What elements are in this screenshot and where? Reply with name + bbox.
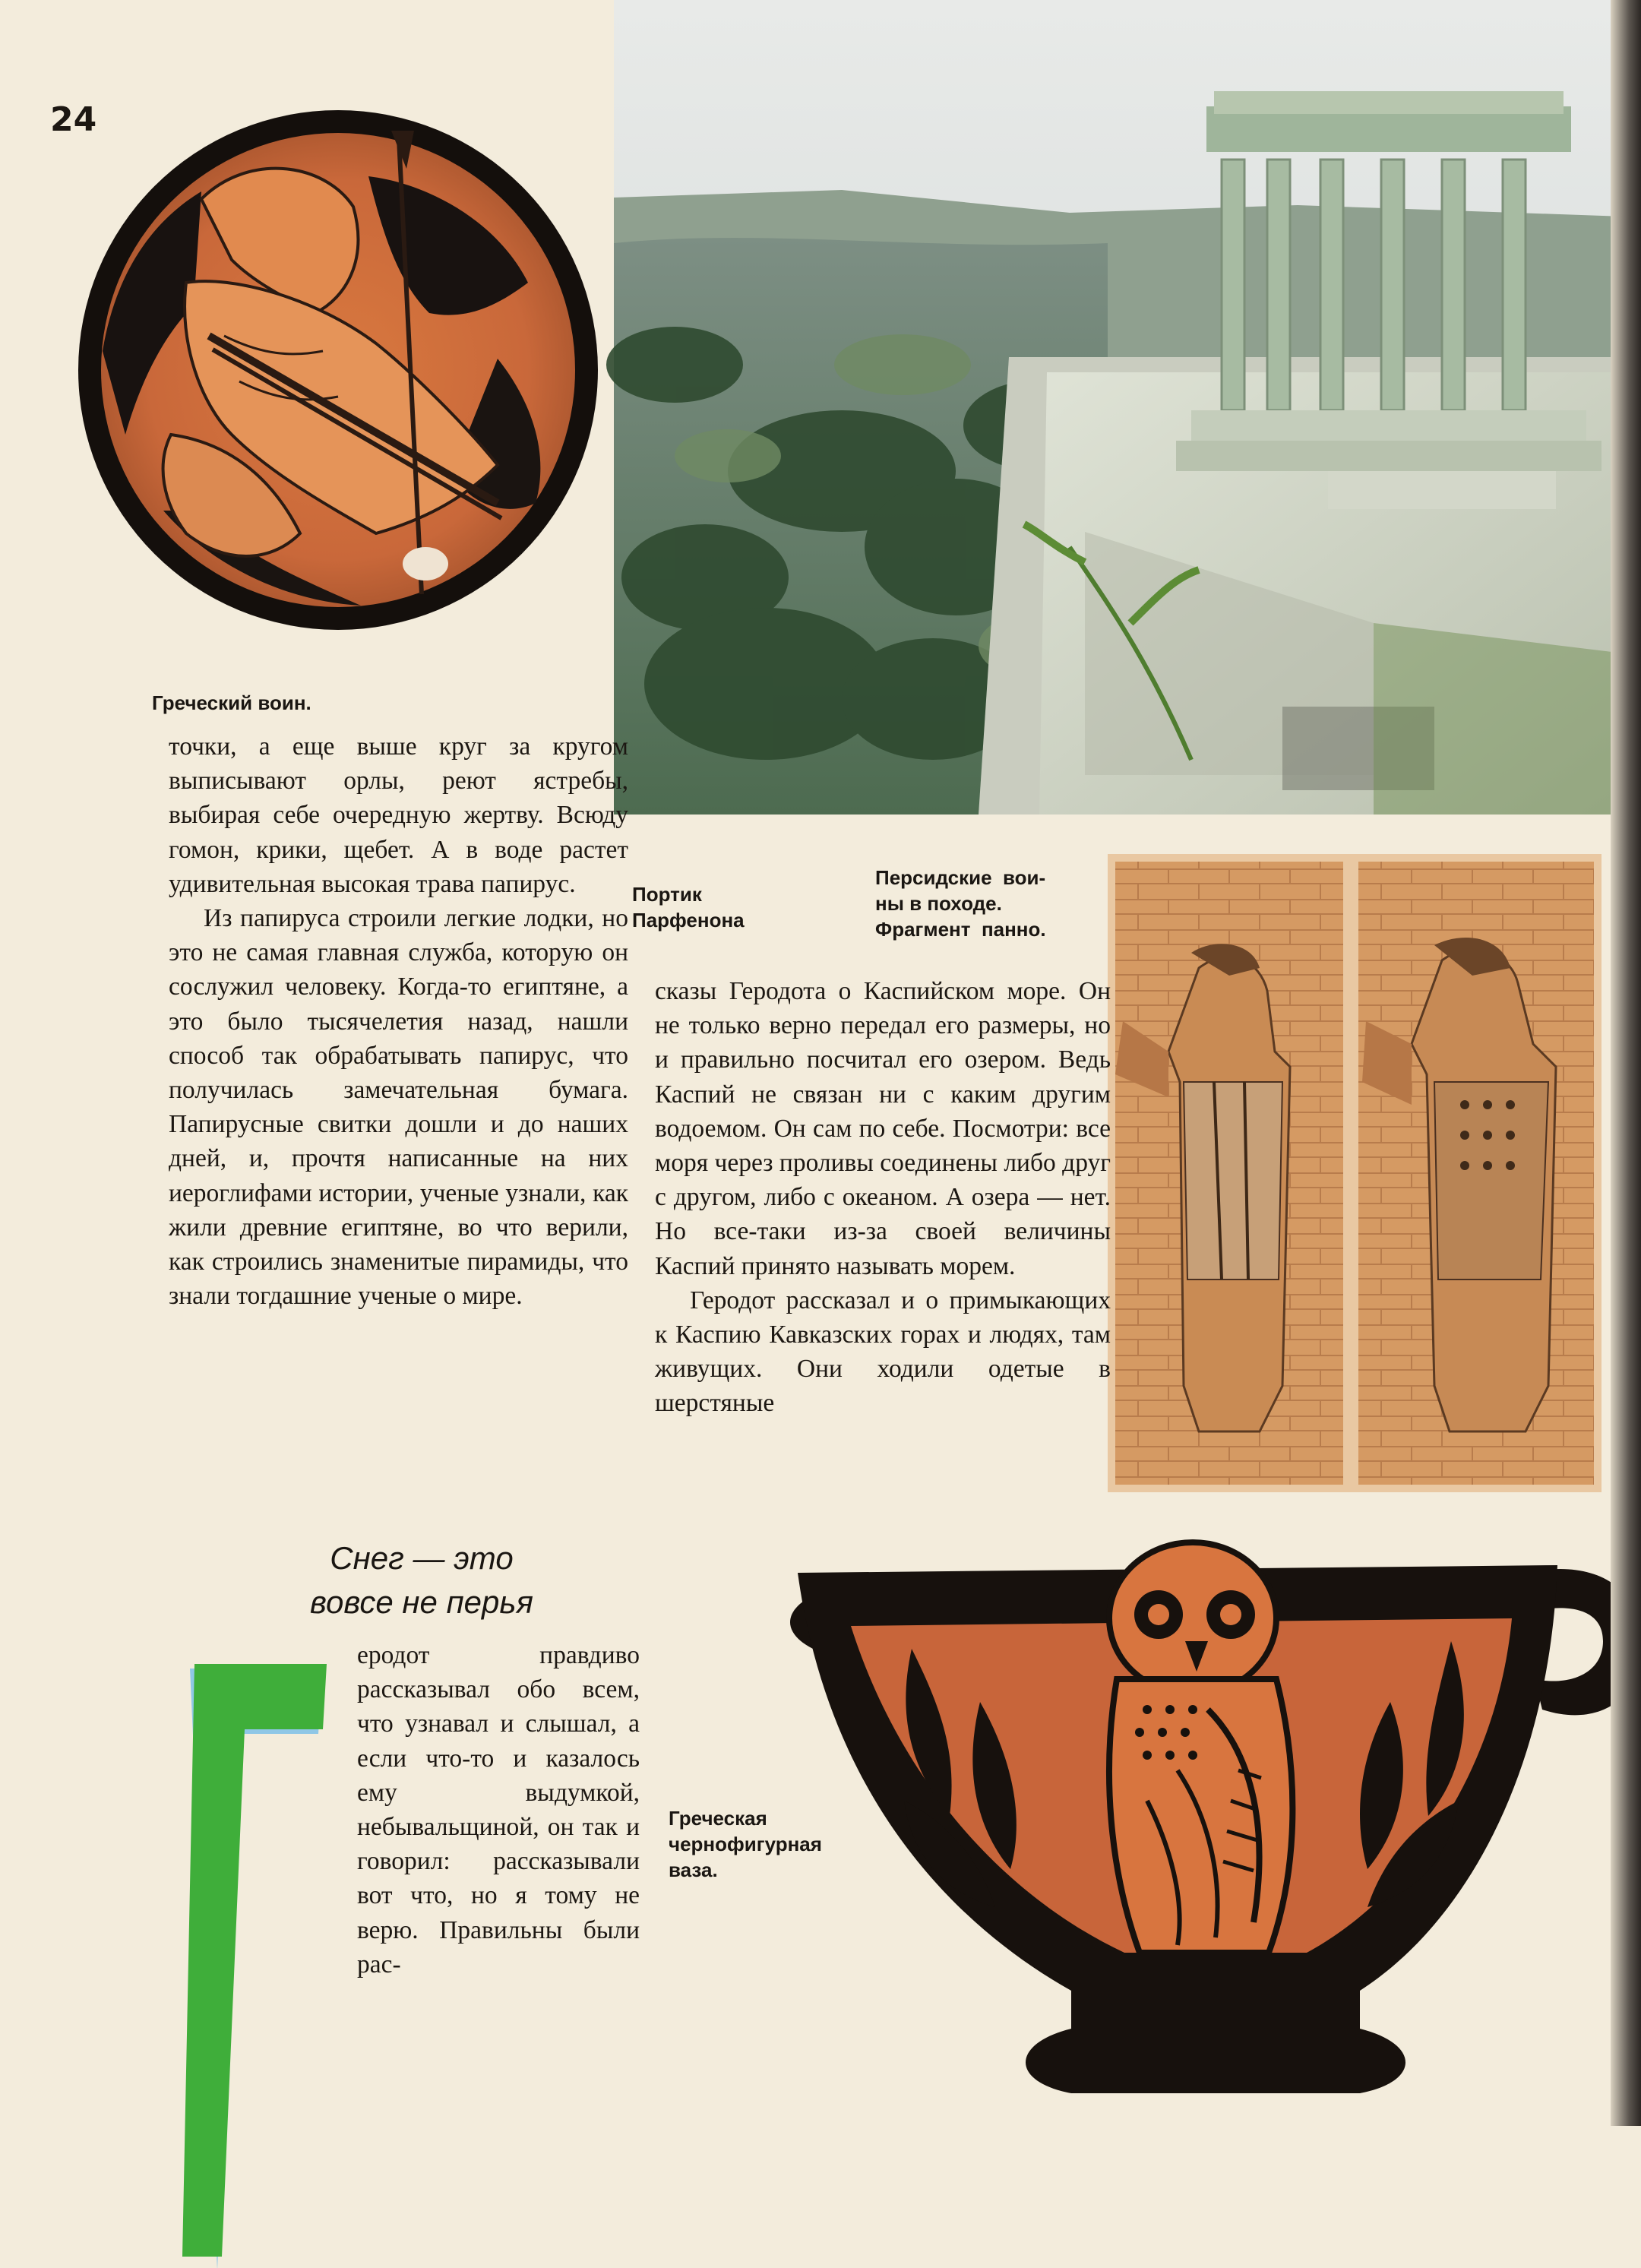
warrior-plate-image [72,108,604,632]
left-paragraph-2: Из папируса строили легкие лодки, но это не самая главная служба, которую он сослужил человеку. Когда-то египтяне, а это было тысячелетия назад, нашли способ так обрабатывать папирус, что получилась замечательная бумага. Папирусные свитки дошли и до наших дней, и, прочтя написанные на них иероглифами истории, ученые узнали, как жили древние египтяне, во что верили, как строились знаменитые пирамиды, что знали тогдашние ученые о мире. [169,904,628,1311]
caption-persian-line2: ны в походе. [875,892,1002,915]
caption-vase-line3: ваза. [669,1858,718,1881]
section-heading-line1: Снег — это [330,1540,514,1576]
acropolis-photo [614,0,1624,815]
left-bottom-text-continued [169,1845,640,1951]
middle-paragraph-2: Геродот рассказал и о примыкающих к Каспию Кавказских горах и людях, там живущих. Они ходили одетые в шерстяные [655,1286,1111,1418]
left-bottom-text: еродот правдиво рассказывал обо всем, что узнавал и слышал, а если что-то и казалось ему выдумкой, небывальщиной, он так и говорил: рассказывали вот что, но я тому не верю. Правильны были рас- [357,1641,640,1979]
middle-paragraph-1: сказы Геродота о Каспийском море. Он не только верно передал его размеры, но и правильно посчитал его озером. Ведь Каспий не связан ни с каким другим водоемом. Он сам по себе. Посмотри: все моря через проливы соединены либо друг с другом, либо с океаном. А озера — нет. Но все-таки из-за своей величины Каспий принято называть морем. [655,977,1111,1280]
warrior-plate-icon [72,108,604,632]
caption-persian [875,865,1096,942]
caption-parthenon-line2: Парфенона [632,909,745,932]
acropolis-photo-icon [614,0,1624,815]
caption-parthenon [632,881,745,933]
section-heading [228,1536,615,1624]
left-column-text [169,729,628,1313]
section-heading-line2: вовсе не перья [310,1584,533,1620]
caption-parthenon-line1: Портик [632,883,702,906]
persian-warriors-panel-icon [1108,854,1601,1492]
middle-column-text [655,974,1111,1421]
dropcap-letter [175,1656,334,2264]
caption-persian-line1: Персидские вои- [875,866,1046,889]
left-paragraph-1: точки, а еще выше круг за кругом выписывают орлы, реют ястребы, выбирая себе очередную жертву. Всюду гомон, крики, щебет. А в воде растет удивительная высокая трава папирус. [169,732,628,898]
owl-vase-image [783,1527,1641,2105]
page-number: 24 [50,100,97,139]
caption-persian-line3: Фрагмент панно. [875,918,1046,941]
dropcap-g-icon [175,1656,334,2264]
caption-vase-line2: чернофигурная [669,1833,822,1855]
page-edge-shadow [1611,0,1641,2126]
owl-vase-icon [783,1527,1641,2105]
persian-warriors-panel [1108,854,1601,1492]
caption-warrior: Греческий воин. [152,691,311,714]
caption-vase-line1: Греческая [669,1807,767,1830]
